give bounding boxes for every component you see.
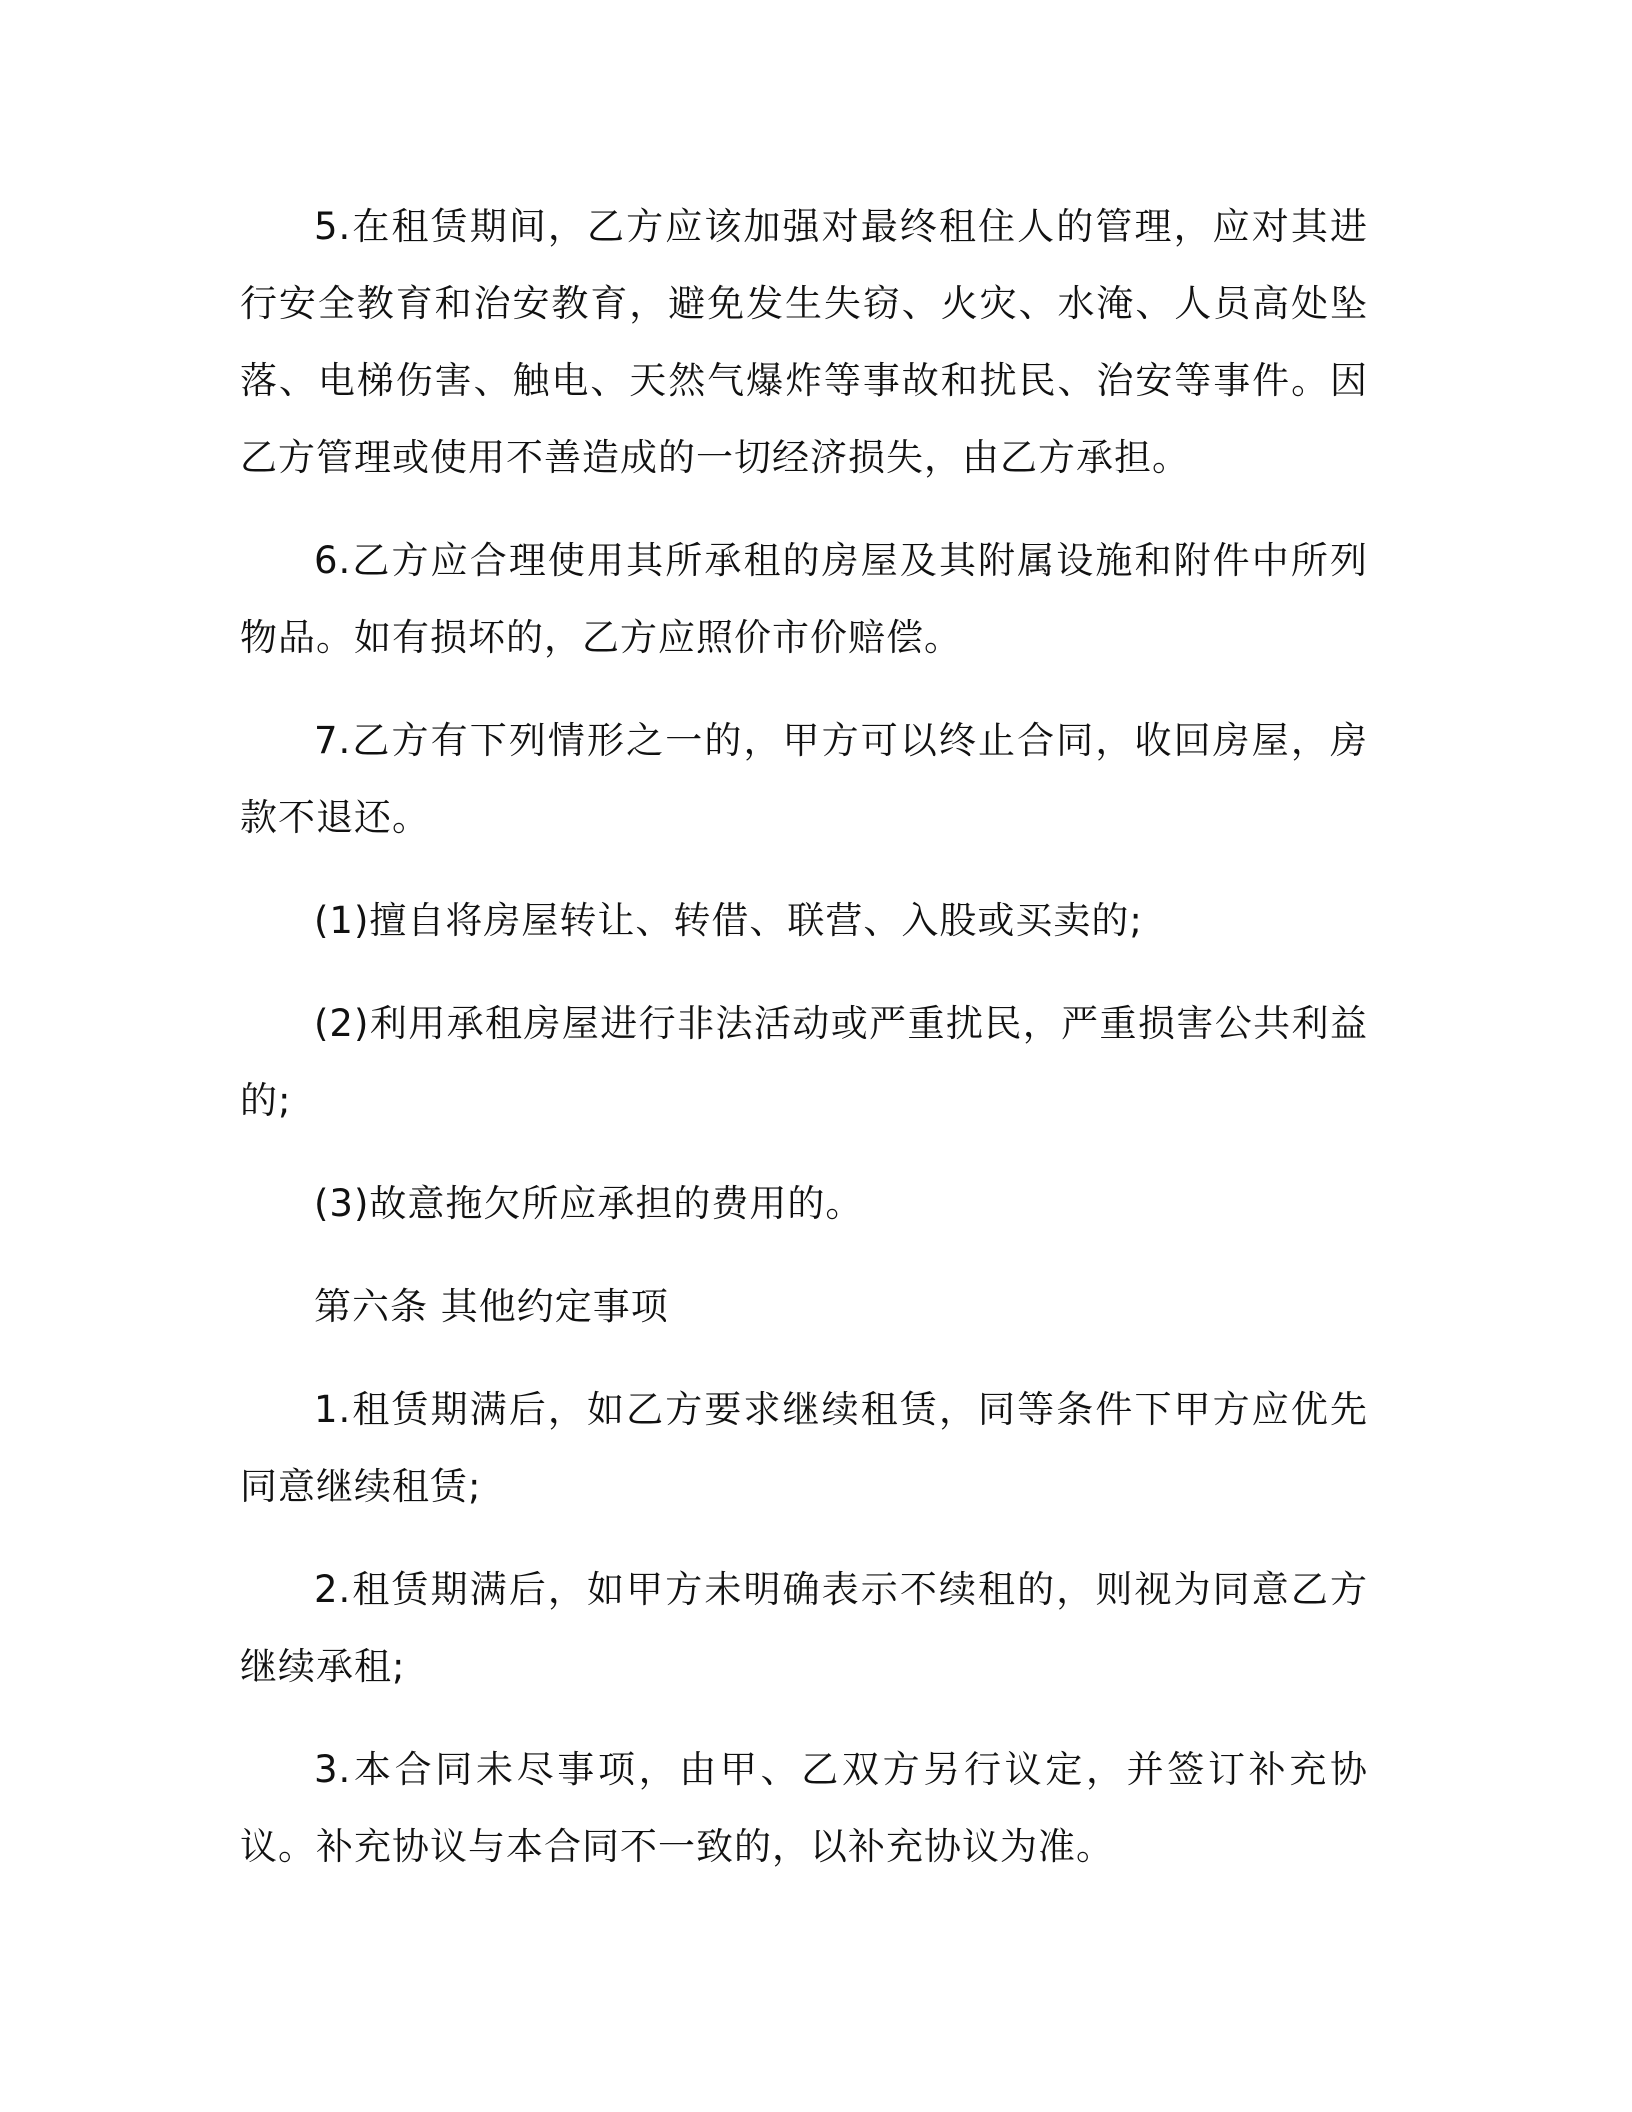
article-6-item-1: 1.租赁期满后，如乙方要求继续租赁，同等条件下甲方应优先同意继续租赁;	[240, 1388, 1368, 1508]
clause-7-item-3: (3)故意拖欠所应承担的费用的。	[314, 1182, 864, 1225]
clause-7-paragraph: 7.乙方有下列情形之一的，甲方可以终止合同，收回房屋，房款不退还。	[240, 719, 1368, 839]
article-6-item-3: 3.本合同未尽事项，由甲、乙双方另行议定，并签订补充协议。补充协议与本合同不一致的，以补充协议为准。	[240, 1748, 1368, 1868]
document-body	[240, 188, 1368, 1911]
clause-5-paragraph: 5.在租赁期间，乙方应该加强对最终租住人的管理，应对其进行安全教育和治安教育，避免发生失窃、火灾、水淹、人员高处坠落、电梯伤害、触电、天然气爆炸等事故和扰民、治安等事件。因乙方管理或使用不善造成的一切经济损失，由乙方承担。	[240, 205, 1368, 479]
article-6-item-2: 2.租赁期满后，如甲方未明确表示不续租的，则视为同意乙方继续承租;	[240, 1568, 1368, 1688]
clause-6-paragraph: 6.乙方应合理使用其所承租的房屋及其附属设施和附件中所列物品。如有损坏的，乙方应照价市价赔偿。	[240, 539, 1368, 659]
clause-7-item-1: (1)擅自将房屋转让、转借、联营、入股或买卖的;	[314, 899, 1143, 942]
article-6-heading: 第六条 其他约定事项	[314, 1285, 669, 1328]
clause-7-item-2: (2)利用承租房屋进行非法活动或严重扰民，严重损害公共利益的;	[240, 1002, 1368, 1122]
